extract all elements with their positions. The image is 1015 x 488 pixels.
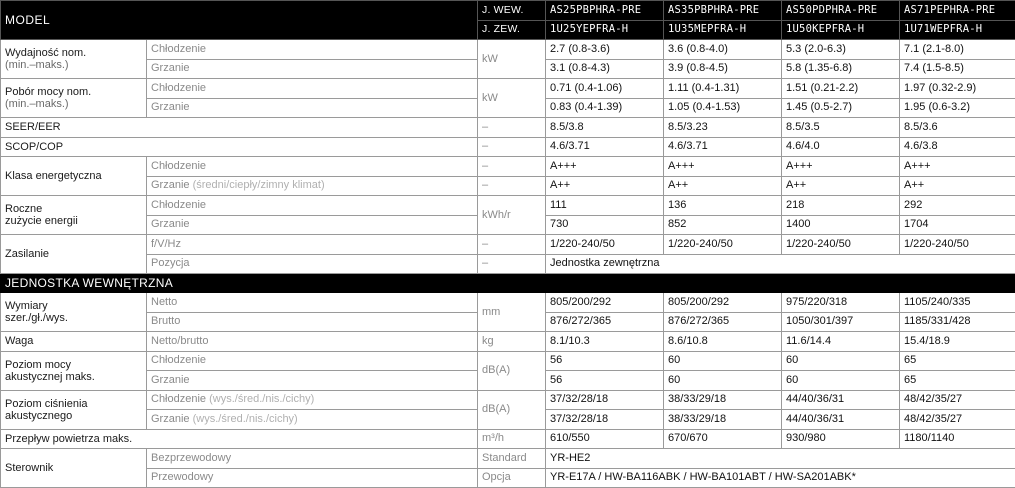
unit-label: – [478, 118, 546, 138]
unit-label: kW [478, 79, 546, 118]
row-label-dimensions: Wymiary szer./gł./wys. [1, 293, 147, 332]
value-cell: 1050/301/397 [782, 312, 900, 332]
value-cell: 3.1 (0.8-4.3) [546, 59, 664, 79]
unit-label: – [478, 157, 546, 177]
value-cell: 1/220-240/50 [546, 235, 664, 255]
value-cell: 1400 [782, 215, 900, 235]
value-cell: 11.6/14.4 [782, 332, 900, 352]
unit-label: – [478, 235, 546, 255]
value-cell: 60 [782, 351, 900, 371]
value-cell: 65 [900, 371, 1015, 391]
value-cell: 15.4/18.9 [900, 332, 1015, 352]
value-cell: 670/670 [664, 429, 782, 449]
outdoor-model: 1U71WEPFRA-H [900, 20, 1015, 40]
table-row [1, 137, 1015, 157]
row-label-capacity: Wydajność nom. (min.–maks.) [1, 40, 147, 79]
row-label-annual-consumption: Roczne zużycie energii [1, 196, 147, 235]
value-cell: 1.11 (0.4-1.31) [664, 79, 782, 99]
value-cell: 1/220-240/50 [664, 235, 782, 255]
sub-label: Grzanie (wys./śred./nis./cichy) [147, 410, 478, 430]
value-cell: 4.6/3.8 [900, 137, 1015, 157]
value-cell: 8.6/10.8 [664, 332, 782, 352]
table-row [1, 235, 1015, 255]
value-cell: 852 [664, 215, 782, 235]
value-cell: 44/40/36/31 [782, 410, 900, 430]
row-label-weight: Waga [1, 332, 147, 352]
value-cell: A+++ [664, 157, 782, 177]
value-cell: 730 [546, 215, 664, 235]
value-cell: YR-E17A / HW-BA116ABK / HW-BA101ABT / HW-SA201ABK* [546, 468, 1015, 488]
value-cell: 1180/1140 [900, 429, 1015, 449]
value-cell: 1105/240/335 [900, 293, 1015, 313]
table-row [1, 254, 1015, 274]
value-cell: 60 [664, 371, 782, 391]
outdoor-model: 1U35MEPFRA-H [664, 20, 782, 40]
value-cell: 1704 [900, 215, 1015, 235]
value-cell: 8.5/3.8 [546, 118, 664, 138]
table-row [1, 79, 1015, 99]
value-cell: 56 [546, 371, 664, 391]
value-cell: 1185/331/428 [900, 312, 1015, 332]
value-cell: 60 [664, 351, 782, 371]
value-cell: 4.6/3.71 [664, 137, 782, 157]
table-row [1, 196, 1015, 216]
sub-label: f/V/Hz [147, 235, 478, 255]
value-cell: 5.8 (1.35-6.8) [782, 59, 900, 79]
table-row [1, 449, 1015, 469]
value-cell: 37/32/28/18 [546, 390, 664, 410]
value-cell: 136 [664, 196, 782, 216]
value-cell: 8.1/10.3 [546, 332, 664, 352]
value-cell: A++ [546, 176, 664, 196]
outdoor-label: J. ZEW. [478, 20, 546, 40]
table-row [1, 351, 1015, 371]
unit-label: – [478, 176, 546, 196]
value-cell: 876/272/365 [664, 312, 782, 332]
sub-label: Grzanie (średni/ciepły/zimny klimat) [147, 176, 478, 196]
section-title: JEDNOSTKA WEWNĘTRZNA [1, 274, 1015, 293]
value-cell: 1.95 (0.6-3.2) [900, 98, 1015, 118]
unit-label: Standard [478, 449, 546, 469]
sub-label: Netto/brutto [147, 332, 478, 352]
unit-label: – [478, 254, 546, 274]
value-cell: 56 [546, 351, 664, 371]
indoor-model: AS35PBPHRA-PRE [664, 1, 782, 21]
value-cell: A++ [782, 176, 900, 196]
sub-label: Przewodowy [147, 468, 478, 488]
unit-label: Opcja [478, 468, 546, 488]
unit-label: dB(A) [478, 390, 546, 429]
table-row [1, 429, 1015, 449]
value-cell: YR-HE2 [546, 449, 1015, 469]
indoor-model: AS71PEPHRA-PRE [900, 1, 1015, 21]
value-cell: 930/980 [782, 429, 900, 449]
value-cell: 975/220/318 [782, 293, 900, 313]
value-cell: 3.9 (0.8-4.5) [664, 59, 782, 79]
table-row [1, 390, 1015, 410]
sub-label: Chłodzenie [147, 351, 478, 371]
value-cell: A++ [664, 176, 782, 196]
table-row [1, 293, 1015, 313]
sub-label: Chłodzenie [147, 40, 478, 60]
sub-label: Chłodzenie [147, 196, 478, 216]
value-cell: 48/42/35/27 [900, 390, 1015, 410]
sub-label: Chłodzenie [147, 157, 478, 177]
outdoor-model: 1U25YEPFRA-H [546, 20, 664, 40]
sub-label: Grzanie [147, 98, 478, 118]
table-row [1, 468, 1015, 488]
value-cell: 1.45 (0.5-2.7) [782, 98, 900, 118]
value-cell: 218 [782, 196, 900, 216]
value-cell: 1/220-240/50 [782, 235, 900, 255]
value-cell: A+++ [546, 157, 664, 177]
row-label-sound-pressure: Poziom ciśnienia akustycznego [1, 390, 147, 429]
value-cell: 1.05 (0.4-1.53) [664, 98, 782, 118]
row-label-power-input: Pobór mocy nom. (min.–maks.) [1, 79, 147, 118]
row-label-controller: Sterownik [1, 449, 147, 488]
value-cell: 5.3 (2.0-6.3) [782, 40, 900, 60]
unit-label: mm [478, 293, 546, 332]
value-cell: 0.83 (0.4-1.39) [546, 98, 664, 118]
value-cell: 0.71 (0.4-1.06) [546, 79, 664, 99]
value-cell: 38/33/29/18 [664, 410, 782, 430]
sub-note: (wys./śred./nis./cichy) [193, 413, 298, 425]
unit-label: kW [478, 40, 546, 79]
indoor-model: AS25PBPHRA-PRE [546, 1, 664, 21]
row-label-power-supply: Zasilanie [1, 235, 147, 274]
value-cell: 60 [782, 371, 900, 391]
value-cell: 1.51 (0.21-2.2) [782, 79, 900, 99]
value-cell: 37/32/28/18 [546, 410, 664, 430]
sub-note: (średni/ciepły/zimny klimat) [193, 179, 325, 191]
unit-label: kWh/r [478, 196, 546, 235]
sub-note: (wys./śred./nis./cichy) [209, 393, 314, 405]
sub-label: Brutto [147, 312, 478, 332]
outdoor-model: 1U50KEPFRA-H [782, 20, 900, 40]
value-cell: 7.4 (1.5-8.5) [900, 59, 1015, 79]
value-cell: 876/272/365 [546, 312, 664, 332]
sub-label: Netto [147, 293, 478, 313]
value-cell: 38/33/29/18 [664, 390, 782, 410]
sub-label: Chłodzenie (wys./śred./nis./cichy) [147, 390, 478, 410]
value-cell: 805/200/292 [546, 293, 664, 313]
row-label-airflow: Przepływ powietrza maks. [1, 429, 478, 449]
value-cell: 610/550 [546, 429, 664, 449]
table-row [1, 176, 1015, 196]
value-cell: 2.7 (0.8-3.6) [546, 40, 664, 60]
row-label-sound-power: Poziom mocy akustycznej maks. [1, 351, 147, 390]
value-cell: 4.6/4.0 [782, 137, 900, 157]
table-row [1, 332, 1015, 352]
value-cell: 7.1 (2.1-8.0) [900, 40, 1015, 60]
unit-label: m³/h [478, 429, 546, 449]
value-cell: 1.97 (0.32-2.9) [900, 79, 1015, 99]
value-cell: A+++ [782, 157, 900, 177]
value-cell: 4.6/3.71 [546, 137, 664, 157]
table-row [1, 40, 1015, 60]
value-cell: 3.6 (0.8-4.0) [664, 40, 782, 60]
value-cell: 8.5/3.6 [900, 118, 1015, 138]
value-cell: 1/220-240/50 [900, 235, 1015, 255]
row-label-energy-class: Klasa energetyczna [1, 157, 147, 196]
model-title: MODEL [1, 1, 478, 40]
section-header-indoor [1, 274, 1015, 293]
value-cell: 111 [546, 196, 664, 216]
value-cell: 292 [900, 196, 1015, 216]
value-cell: Jednostka zewnętrzna [546, 254, 1015, 274]
table-row [1, 118, 1015, 138]
value-cell: 8.5/3.23 [664, 118, 782, 138]
value-cell: 44/40/36/31 [782, 390, 900, 410]
sub-label: Grzanie [147, 371, 478, 391]
indoor-model: AS50PDPHRA-PRE [782, 1, 900, 21]
sub-label: Pozycja [147, 254, 478, 274]
value-cell: 8.5/3.5 [782, 118, 900, 138]
unit-label: dB(A) [478, 351, 546, 390]
indoor-label: J. WEW. [478, 1, 546, 21]
row-label-seer: SEER/EER [1, 118, 478, 138]
sub-label: Grzanie [147, 59, 478, 79]
sub-label: Grzanie [147, 215, 478, 235]
row-label-scop: SCOP/COP [1, 137, 478, 157]
sub-label: Bezprzewodowy [147, 449, 478, 469]
value-cell: A+++ [900, 157, 1015, 177]
value-cell: 65 [900, 351, 1015, 371]
value-cell: 805/200/292 [664, 293, 782, 313]
header-row-indoor [1, 1, 1015, 21]
table-row [1, 157, 1015, 177]
unit-label: kg [478, 332, 546, 352]
sub-label: Chłodzenie [147, 79, 478, 99]
value-cell: A++ [900, 176, 1015, 196]
value-cell: 48/42/35/27 [900, 410, 1015, 430]
unit-label: – [478, 137, 546, 157]
